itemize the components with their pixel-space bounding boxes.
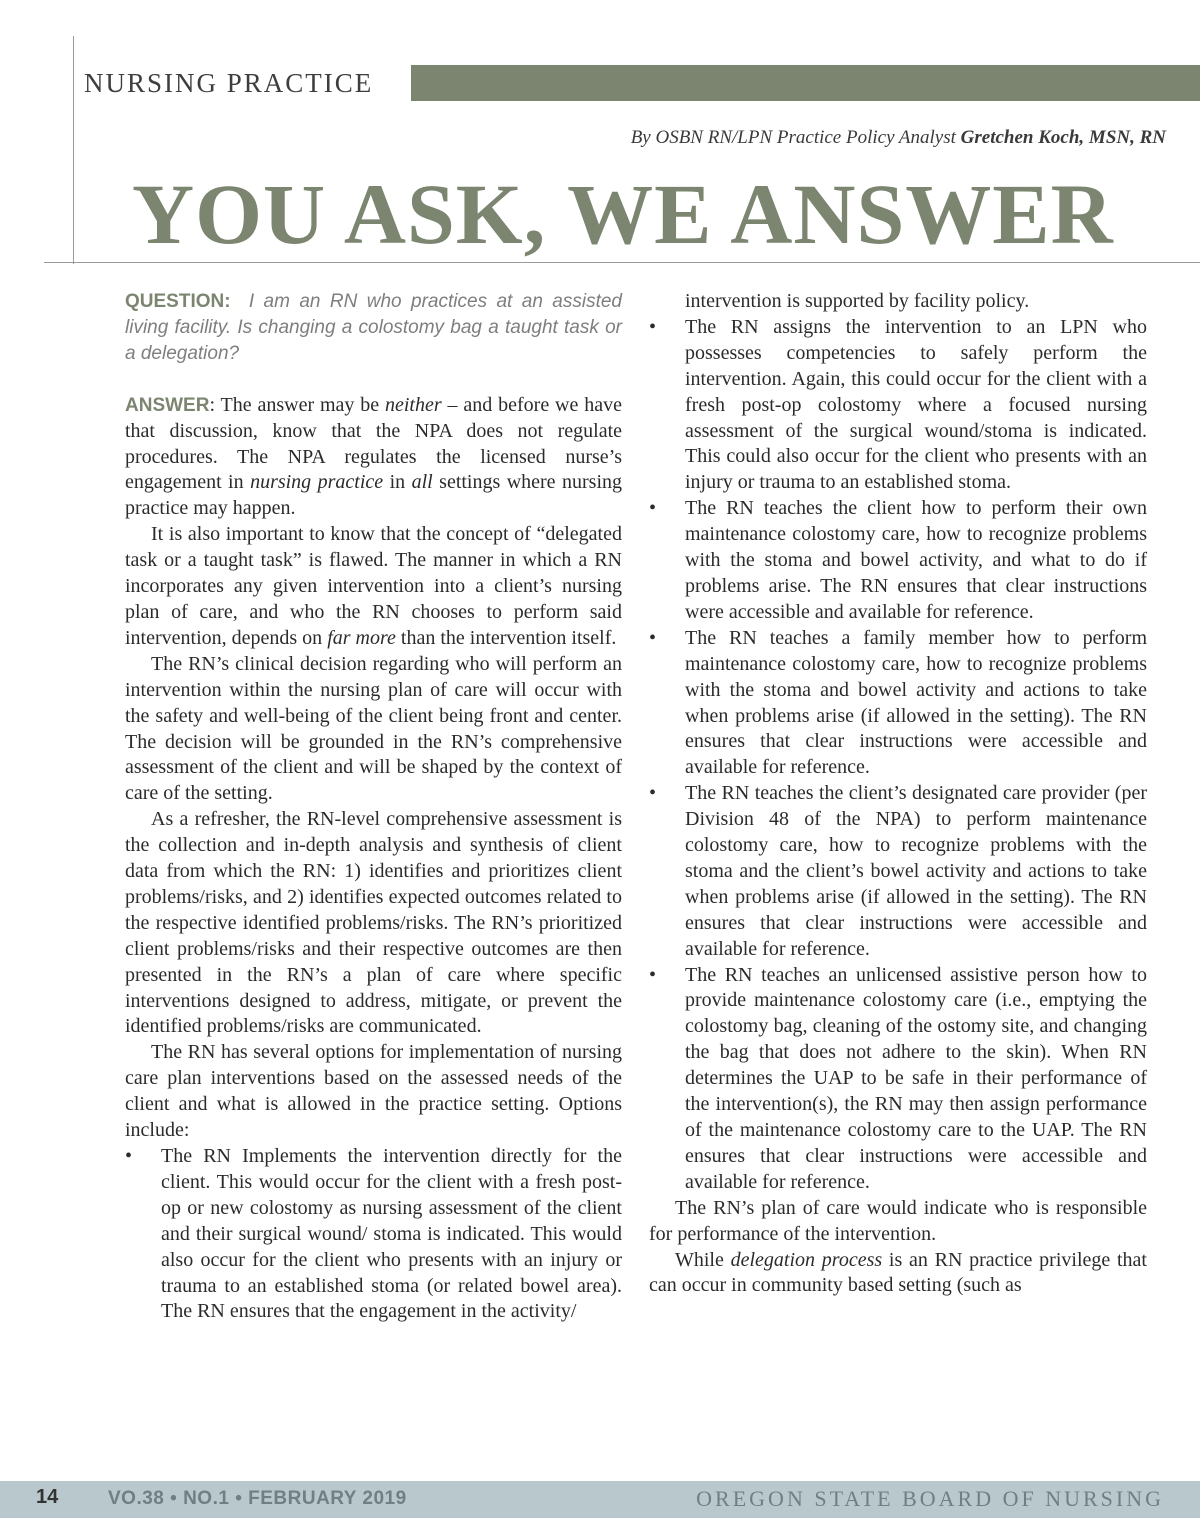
- question-paragraph: [125, 289, 622, 367]
- paragraph-text: is an RN practice privilege that can occur in community based setting (such as: [649, 1248, 1147, 1297]
- body-paragraph: The RN’s clinical decision regarding who will perform an intervention within the nursing plan of care will occur with the safety and well-being of the client being front and center. The decision will be grounded in the RN’s comprehensive assessment of the client and will be shaped by the context of care of the setting.: [125, 652, 622, 805]
- paragraph-emphasis: far more: [327, 626, 396, 649]
- answer-emphasis: all: [411, 471, 433, 494]
- right-column: [649, 289, 1147, 1299]
- paragraph-emphasis: delegation process: [730, 1248, 883, 1271]
- bullet-icon: •: [125, 1145, 133, 1167]
- answer-text: – and before we have that discussion, know that the NPA does not regulate procedures. The NPA regulates the licensed nurse’s engagement in: [125, 393, 622, 494]
- list-item: [649, 963, 1147, 1196]
- byline: [631, 127, 1166, 149]
- list-item-text: The RN teaches an unlicensed assistive person how to provide maintenance colostomy care (i.e., emptying the colostomy bag, cleaning of the ostomy site, and changing the bag that does not adhere to the skin). When RN determines the UAP to be safe in their performance of the intervention(s), the RN may then assign performance of the maintenance colostomy care to the UAP. The RN ensures that clear instructions were accessible and available for reference.: [685, 963, 1147, 1193]
- list-item: [649, 496, 1147, 626]
- header-vertical-rule: [73, 36, 74, 264]
- answer-label: ANSWER: [125, 394, 210, 416]
- paragraph-text: While: [675, 1248, 731, 1271]
- list-item-text: The RN teaches the client how to perform their own maintenance colostomy care, how to recognize problems with the stoma and bowel activity, and what to do if problems arise. The RN ensures that clear instructions were accessible and available for reference.: [685, 497, 1147, 623]
- list-item: [649, 315, 1147, 496]
- issue-info: VO.38 • NO.1 • FEBRUARY 2019: [108, 1488, 407, 1509]
- list-item-text: The RN Implements the intervention directly for the client. This would occur for the client with a fresh post-op or new colostomy as nursing assessment of the client and their surgical wound/ stoma is indicated. This would also occur for the client who presents with an injury or trauma to an established stoma (or related bowel area). The RN ensures that the engagement in the activity/: [161, 1145, 622, 1323]
- bullet-icon: •: [649, 626, 657, 649]
- answer-emphasis: neither: [385, 393, 442, 416]
- byline-author: Gretchen Koch, MSN, RN: [960, 127, 1166, 148]
- list-item-text: The RN assigns the intervention to an LPN who possesses competencies to safely perform the intervention. Again, this could occur for the client with a fresh post-op colostomy where a focused nursing assessment of the surgical wound/stoma is indicated. This could also occur for the client who presents with an injury or trauma to an established stoma.: [685, 315, 1147, 494]
- publisher-name: OREGON STATE BOARD OF NURSING: [696, 1486, 1164, 1511]
- answer-text: settings where nursing practice may happen.: [125, 471, 622, 520]
- list-item-continuation: intervention is supported by facility policy.: [685, 290, 1030, 312]
- bullet-icon: •: [649, 782, 657, 805]
- options-list-continued: [649, 315, 1147, 1196]
- body-paragraph: [125, 522, 622, 652]
- paragraph-text: than the intervention itself.: [395, 626, 617, 649]
- question-label: QUESTION:: [125, 291, 231, 312]
- body-paragraph: As a refresher, the RN-level comprehensive assessment is the collection and in-depth analysis and synthesis of client data from which the RN: 1) identifies and prioritizes client problems/risks, and 2) identifies expected outcomes related to the respective identified problems/risks. The RN’s prioritized client problems/risks and their respective outcomes are then presented in the RN’s a plan of care where specific interventions designed to address, mitigate, or prevent the identified problems/risks are communicated.: [125, 808, 622, 1038]
- body-paragraph: [649, 1248, 1147, 1300]
- section-bar: [411, 65, 1200, 101]
- list-item-text: The RN teaches a family member how to perform maintenance colostomy care, how to recognize problems with the stoma and bowel activity and actions to take when problems arise (if allowed in the setting). The RN ensures that clear instructions were accessible and available for reference.: [685, 626, 1147, 779]
- paragraph-text: It is also important to know that the concept of “delegated task or a taught task” is flawed. The manner in which a RN incorporates any given intervention into a client’s nursing plan of care, and who the RN chooses to perform said intervention, depends on: [125, 523, 622, 649]
- bullet-icon: •: [649, 497, 657, 520]
- list-item: [125, 1144, 622, 1325]
- section-label: NURSING PRACTICE: [84, 68, 374, 98]
- bullet-icon: •: [649, 315, 657, 338]
- list-item: [649, 781, 1147, 962]
- left-column: [125, 289, 622, 1325]
- page-title: YOU ASK, WE ANSWER: [132, 166, 1114, 262]
- body-paragraph: The RN has several options for implementation of nursing care plan interventions based on the assessed needs of the client and what is allowed in the practice setting. Options include:: [125, 1041, 622, 1142]
- options-list: [125, 1144, 622, 1325]
- page-number: 14: [36, 1486, 59, 1508]
- answer-text: in: [383, 471, 412, 494]
- list-item: [649, 626, 1147, 781]
- byline-prefix: By OSBN RN/LPN Practice Policy Analyst: [630, 127, 956, 148]
- answer-emphasis: nursing practice: [250, 471, 384, 494]
- answer-paragraph: [125, 393, 622, 523]
- answer-text: : The answer may be: [209, 393, 385, 416]
- bullet-icon: •: [649, 963, 657, 986]
- header-horizontal-rule: [44, 262, 1200, 263]
- list-item-text: The RN teaches the client’s designated care provider (per Division 48 of the NPA) to perform maintenance colostomy care, how to recognize problems with the stoma and the client’s bowel activity and actions to take when problems arise (if allowed in the setting). The RN ensures that clear instructions were accessible and available for reference.: [685, 782, 1147, 960]
- body-paragraph: The RN’s plan of care would indicate who is responsible for performance of the intervention.: [649, 1196, 1147, 1245]
- question-text: I am an RN who practices at an assisted living facility. Is changing a colostomy bag a taught task or a delegation?: [125, 291, 622, 364]
